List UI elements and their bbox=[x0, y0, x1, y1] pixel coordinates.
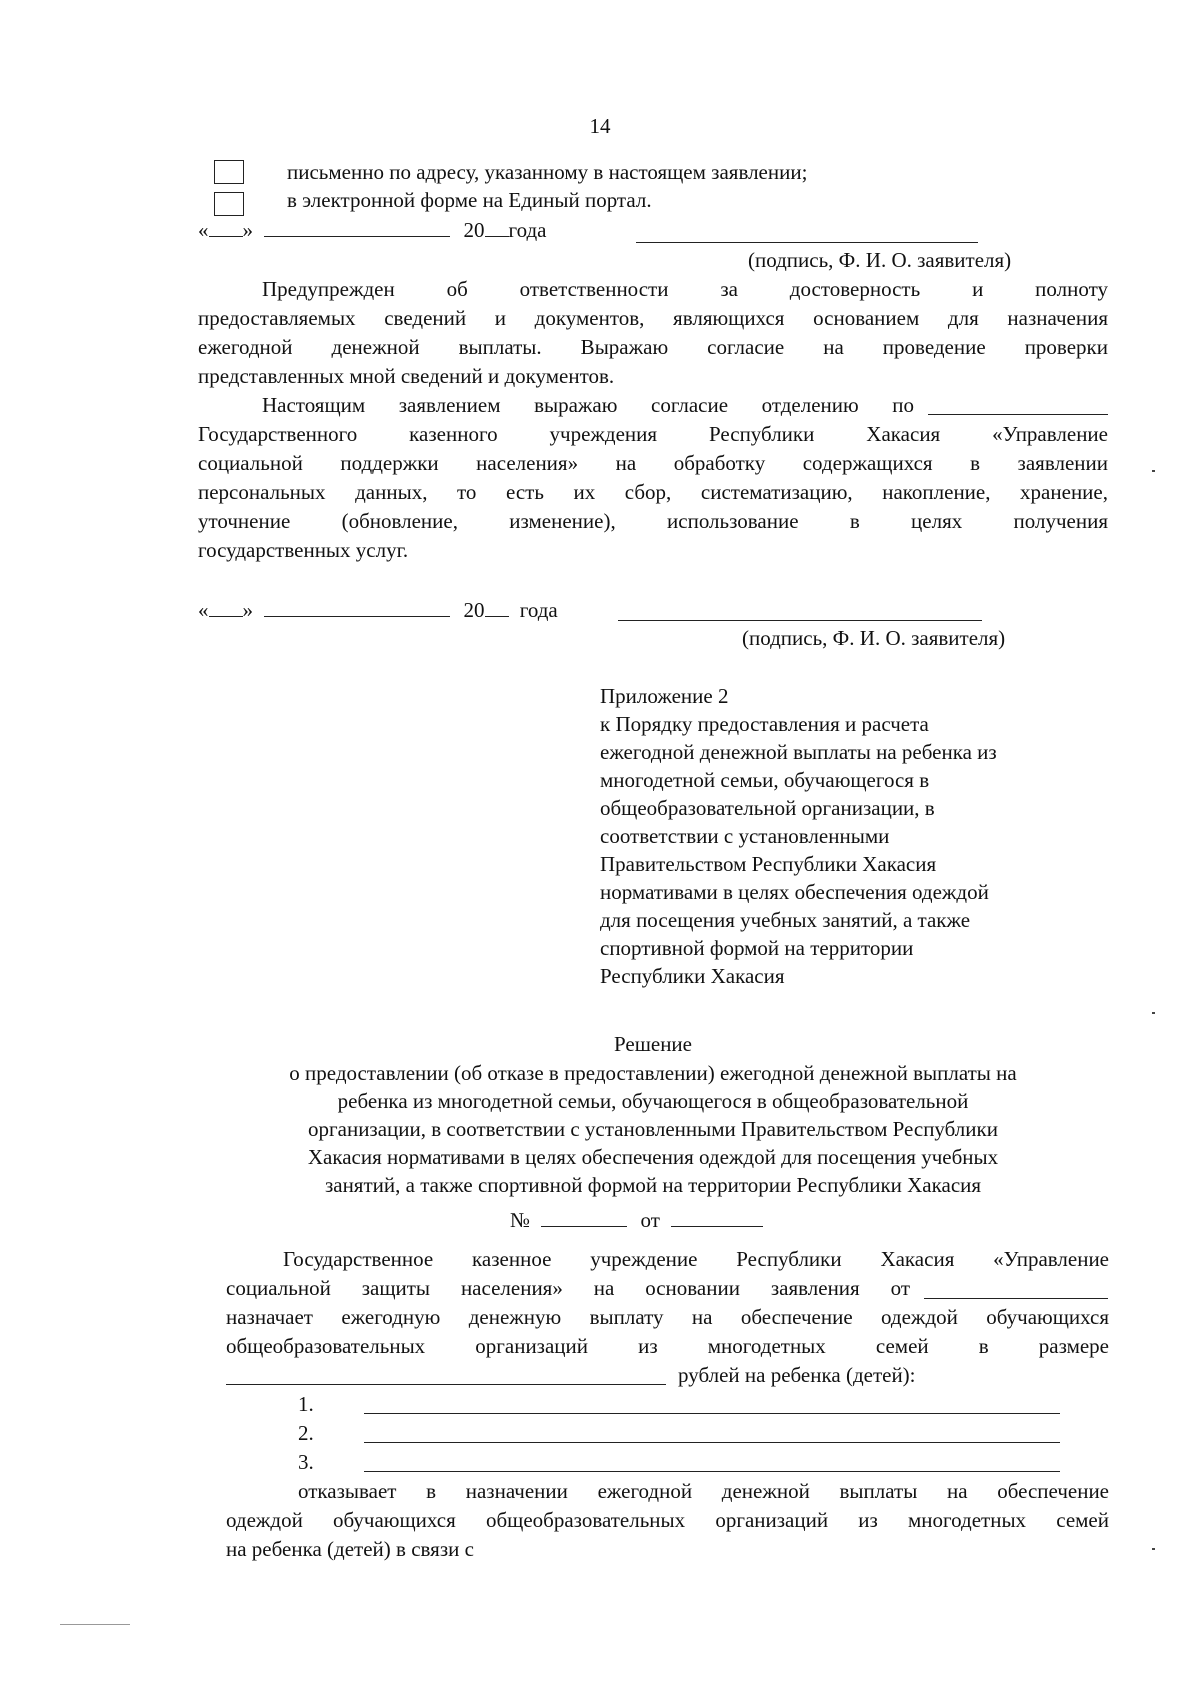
appendix-line: нормативами в целях обеспечения одеждой bbox=[600, 880, 989, 904]
appendix-line: соответствии с установленными bbox=[600, 824, 890, 848]
refusal-line-3: на ребенка (детей) в связи с bbox=[226, 1537, 474, 1561]
consent-line-5: уточнение (обновление, изменение), использование в целях получения bbox=[198, 509, 1108, 533]
child-2-blank[interactable] bbox=[364, 1442, 1060, 1443]
year-prefix: 20 bbox=[463, 598, 485, 622]
warning-line-3: ежегодной денежной выплаты. Выражаю согласие на проведение проверки bbox=[198, 335, 1108, 359]
child-1-blank[interactable] bbox=[364, 1413, 1060, 1414]
close-quote: » bbox=[242, 598, 253, 622]
year-prefix: 20 bbox=[463, 218, 485, 242]
refusal-line-1: отказывает в назначении ежегодной денежной выплаты на обеспечение bbox=[298, 1479, 1109, 1503]
decision-subtitle bbox=[198, 1059, 1108, 1199]
day-blank[interactable] bbox=[209, 214, 243, 237]
open-quote: « bbox=[198, 218, 209, 242]
rubles-text: рублей на ребенка (детей): bbox=[678, 1363, 916, 1387]
number-sign: № bbox=[510, 1208, 531, 1232]
scan-speck bbox=[1152, 1012, 1155, 1014]
appendix-line: спортивной формой на территории bbox=[600, 936, 914, 960]
body-line-4: общеобразовательных организаций из многодетных семей в размере bbox=[226, 1334, 1109, 1358]
option-electronic: в электронной форме на Единый портал. bbox=[287, 188, 652, 212]
month-blank[interactable] bbox=[264, 594, 450, 617]
amount-blank[interactable] bbox=[226, 1384, 666, 1385]
page-number-text: 14 bbox=[589, 114, 611, 138]
department-blank[interactable] bbox=[928, 414, 1108, 415]
decision-title: Решение bbox=[613, 1032, 692, 1056]
warning-line-4: представленных мной сведений и документов. bbox=[198, 364, 615, 388]
decision-number-blank[interactable] bbox=[541, 1204, 627, 1227]
application-date-blank[interactable] bbox=[924, 1298, 1108, 1299]
refusal-line-2: одеждой обучающихся общеобразовательных организаций из многодетных семей bbox=[226, 1508, 1109, 1532]
signature-line-1[interactable] bbox=[636, 242, 978, 243]
child-item-1-number: 1. bbox=[298, 1392, 314, 1416]
consent-line-6: государственных услуг. bbox=[198, 538, 409, 562]
warning-line-1: Предупрежден об ответственности за достоверность и полноту bbox=[262, 277, 1108, 301]
signature-line-2[interactable] bbox=[618, 620, 982, 621]
from-label: от bbox=[640, 1208, 660, 1232]
year-suffix: года bbox=[508, 218, 547, 242]
appendix-line: к Порядку предоставления и расчета bbox=[600, 712, 929, 736]
child-item-2-number: 2. bbox=[298, 1421, 314, 1445]
close-quote: » bbox=[242, 218, 253, 242]
page-number bbox=[0, 112, 1200, 140]
month-blank[interactable] bbox=[264, 214, 450, 237]
checkbox-written[interactable] bbox=[214, 160, 244, 184]
appendix-line: многодетной семьи, обучающегося в bbox=[600, 768, 930, 792]
body-line-2: социальной защиты населения» на основании заявления от bbox=[226, 1276, 910, 1300]
year-blank[interactable] bbox=[485, 214, 509, 237]
option-written: письменно по адресу, указанному в настоящем заявлении; bbox=[287, 160, 808, 184]
appendix-block bbox=[600, 682, 1080, 990]
child-item-3-number: 3. bbox=[298, 1450, 314, 1474]
consent-line-1: Настоящим заявлением выражаю согласие отделению по bbox=[262, 393, 914, 417]
signature-caption-1: (подпись, Ф. И. О. заявителя) bbox=[748, 248, 1012, 272]
body-line-3: назначает ежегодную денежную выплату на обеспечение одеждой обучающихся bbox=[226, 1305, 1109, 1329]
year-blank[interactable] bbox=[485, 594, 509, 617]
number-line bbox=[510, 1204, 763, 1234]
warning-line-2: предоставляемых сведений и документов, являющихся основанием для назначения bbox=[198, 306, 1108, 330]
subtitle-line: организации, в соответствии с установленными Правительством Республики bbox=[308, 1117, 998, 1141]
child-3-blank[interactable] bbox=[364, 1471, 1060, 1472]
consent-line-4: персональных данных, то есть их сбор, систематизацию, накопление, хранение, bbox=[198, 480, 1108, 504]
appendix-line: общеобразовательной организации, в bbox=[600, 796, 935, 820]
year-suffix: года bbox=[519, 598, 558, 622]
decision-date-blank[interactable] bbox=[671, 1204, 763, 1227]
consent-line-2: Государственного казенного учреждения Республики Хакасия «Управление bbox=[198, 422, 1108, 446]
scan-speck bbox=[60, 1624, 130, 1625]
signature-caption-2: (подпись, Ф. И. О. заявителя) bbox=[742, 626, 1006, 650]
appendix-line: для посещения учебных занятий, а также bbox=[600, 908, 971, 932]
date-line-1 bbox=[198, 214, 547, 244]
appendix-line: Правительством Республики Хакасия bbox=[600, 852, 937, 876]
open-quote: « bbox=[198, 598, 209, 622]
subtitle-line: ребенка из многодетной семьи, обучающегося в общеобразовательной bbox=[337, 1089, 969, 1113]
appendix-line: ежегодной денежной выплаты на ребенка из bbox=[600, 740, 997, 764]
appendix-line: Приложение 2 bbox=[600, 684, 729, 708]
date-line-2 bbox=[198, 594, 558, 624]
scan-speck bbox=[1152, 470, 1155, 472]
subtitle-line: занятий, а также спортивной формой на территории Республики Хакасия bbox=[324, 1173, 982, 1197]
subtitle-line: Хакасия нормативами в целях обеспечения одеждой для посещения учебных bbox=[307, 1145, 999, 1169]
checkbox-electronic[interactable] bbox=[214, 192, 244, 216]
subtitle-line: о предоставлении (об отказе в предоставлении) ежегодной денежной выплаты на bbox=[289, 1061, 1017, 1085]
consent-line-3: социальной поддержки населения» на обработку содержащихся в заявлении bbox=[198, 451, 1108, 475]
appendix-line: Республики Хакасия bbox=[600, 964, 785, 988]
scan-speck bbox=[1152, 1548, 1155, 1550]
day-blank[interactable] bbox=[209, 594, 243, 617]
body-line-1: Государственное казенное учреждение Республики Хакасия «Управление bbox=[283, 1247, 1109, 1271]
